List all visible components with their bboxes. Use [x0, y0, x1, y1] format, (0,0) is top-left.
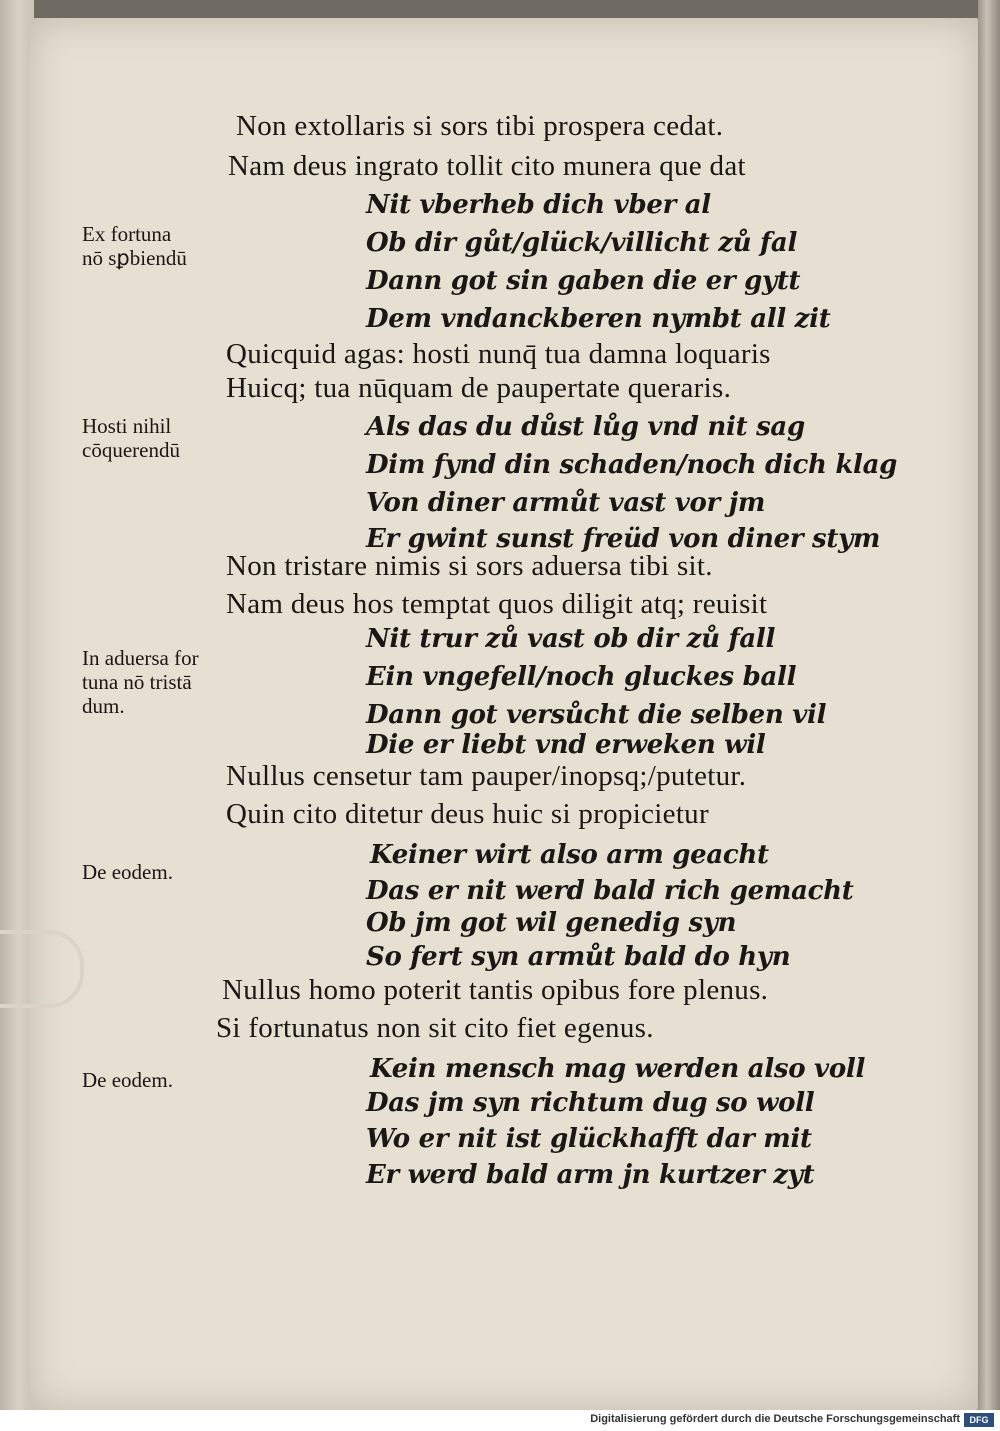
- verse-german: Ob dir gůt/glück/villicht zů fal: [366, 228, 798, 258]
- margin-note-line: cōquerendū: [82, 438, 180, 462]
- verse-latin: Nam deus hos temptat quos diligit atq; reuisit: [226, 588, 768, 620]
- margin-note-line: tuna nō tristā: [82, 670, 192, 694]
- verse-german: Dem vndanckberen nymbt all zit: [366, 304, 831, 334]
- dfg-logo-icon: DFG: [964, 1413, 994, 1427]
- verse-german: Dann got versůcht die selben vil: [366, 700, 827, 730]
- margin-note-line: dum.: [82, 694, 125, 718]
- verse-latin: Nullus homo poterit tantis opibus fore plenus.: [222, 974, 769, 1006]
- funding-credit: Digitalisierung gefördert durch die Deutsche Forschungsgemeinschaft: [590, 1413, 960, 1425]
- verse-latin: Nam deus ingrato tollit cito munera que dat: [228, 150, 746, 182]
- margin-note: [82, 646, 199, 718]
- verse-german: Er gwint sunst freüd von diner stym: [366, 524, 881, 554]
- right-page-edge: [978, 0, 1000, 1410]
- verse-german: Dim fynd din schaden/noch dich klag: [366, 450, 898, 480]
- verse-german: Von diner armůt vast vor jm: [366, 488, 766, 518]
- margin-note-line: De eodem.: [82, 1068, 173, 1092]
- verse-german: Dann got sin gaben die er gytt: [366, 266, 801, 296]
- footer-bar: [0, 1410, 1000, 1431]
- margin-note-line: In aduersa for: [82, 646, 199, 670]
- verse-latin: Quin cito ditetur deus huic si propicietur: [226, 798, 709, 830]
- verse-latin: Non tristare nimis si sors aduersa tibi sit.: [226, 550, 713, 582]
- margin-note: [82, 860, 173, 884]
- left-page-edge: [0, 0, 34, 1410]
- verse-latin: Huicq; tua nūquam de paupertate queraris.: [226, 372, 732, 404]
- verse-german: Kein mensch mag werden also voll: [370, 1054, 866, 1084]
- verse-german: Er werd bald arm jn kurtzer zyt: [366, 1160, 815, 1190]
- verse-latin: Quicquid agas: hosti nunq̄ tua damna loquaris: [226, 338, 771, 370]
- verse-latin: Nullus censetur tam pauper/inopsq;/putetur.: [226, 760, 747, 792]
- verse-german: Nit trur zů vast ob dir zů fall: [366, 624, 776, 654]
- verse-german: Das jm syn richtum dug so woll: [366, 1088, 815, 1118]
- margin-note-line: Hosti nihil: [82, 414, 172, 438]
- verse-german: Ein vngefell/noch gluckes ball: [366, 662, 797, 692]
- verse-latin: Non extollaris si sors tibi prospera cedat.: [236, 110, 724, 142]
- margin-note: [82, 414, 180, 462]
- margin-note: [82, 222, 187, 270]
- verse-german: Als das du důst lůg vnd nit sag: [366, 412, 805, 442]
- verse-german: Wo er nit ist glückhafft dar mit: [366, 1124, 812, 1154]
- verse-german: Keiner wirt also arm geacht: [370, 840, 769, 870]
- verse-german: Die er liebt vnd erweken wil: [366, 730, 766, 760]
- margin-note-line: nō sꝑbiendū: [82, 246, 187, 270]
- margin-note-line: Ex fortuna: [82, 222, 172, 246]
- verse-german: Ob jm got wil genedig syn: [366, 908, 737, 938]
- verse-german: Nit vberheb dich vber al: [366, 190, 711, 220]
- margin-note: [82, 1068, 173, 1092]
- verse-latin: Si fortunatus non sit cito fiet egenus.: [216, 1012, 654, 1044]
- verse-german: Das er nit werd bald rich gemacht: [366, 876, 854, 906]
- page-clip: [0, 930, 84, 1008]
- verse-german: So fert syn armůt bald do hyn: [366, 942, 791, 972]
- margin-note-line: De eodem.: [82, 860, 173, 884]
